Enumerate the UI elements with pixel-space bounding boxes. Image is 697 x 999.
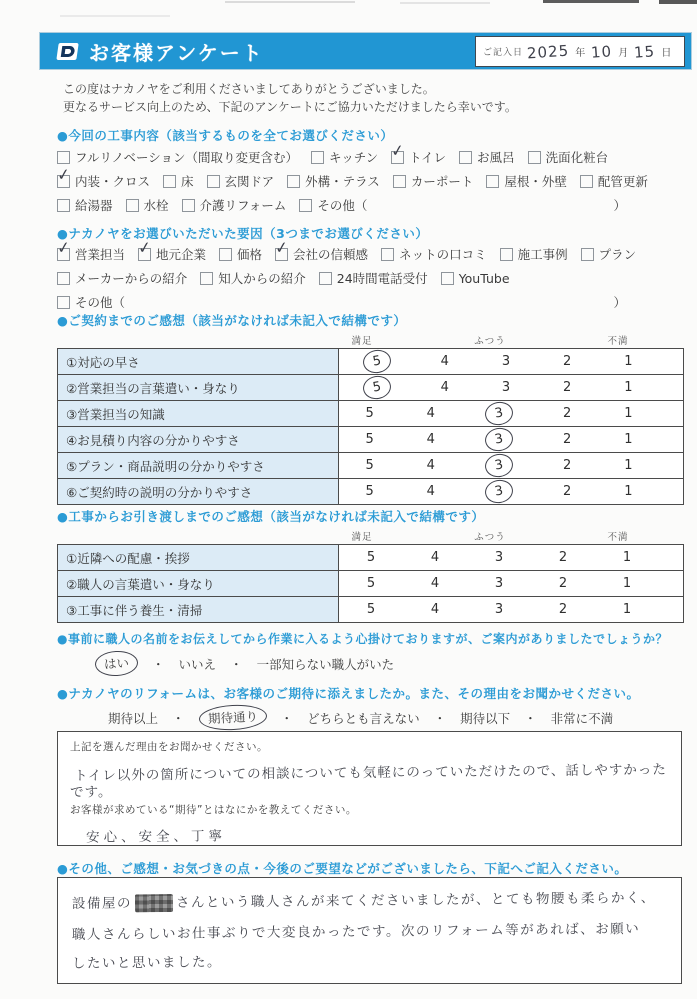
checkbox-row <box>57 266 684 290</box>
rating-number: 1 <box>624 406 633 421</box>
option-separator: ・ <box>172 710 185 726</box>
scan-artifact <box>543 0 639 3</box>
rating-number: 2 <box>558 550 568 565</box>
month-unit: 月 <box>618 48 629 59</box>
comment-text: 職人さんらしいお仕事ぶりで大変良かったです。次のリフォーム等があれば、お願い <box>71 921 641 943</box>
option-label: 期待以下 <box>460 710 511 726</box>
row-scale <box>339 401 683 426</box>
option-separator: ・ <box>230 656 243 672</box>
section-title-other-comments: ●その他、ご感想・お気づきの点・今後のご要望などがございましたら、下記へご記入ください。 <box>57 861 628 876</box>
checkbox-item <box>57 148 298 166</box>
table-row <box>58 349 683 374</box>
rating-table-title: ●工事からお引き渡しまでのご感想（該当がなければ未記入で結構です） <box>57 509 485 524</box>
expectation-options <box>108 705 613 730</box>
checkbox-icon <box>136 236 153 261</box>
rating-column-header: 満足 <box>351 336 373 347</box>
checkbox-label: ネットの口コミ <box>399 247 487 262</box>
fill-date-box <box>475 36 685 67</box>
rating-column-headers <box>57 529 684 544</box>
checkbox-item <box>486 172 567 190</box>
checkbox-label: キッチン <box>329 150 379 165</box>
handwritten-circled-option: はい <box>94 650 138 677</box>
checkbox-item <box>55 163 151 190</box>
checkbox-icon <box>389 139 406 164</box>
scan-artifact <box>60 15 170 17</box>
checkbox-icon <box>311 151 324 164</box>
rating-number: 1 <box>624 380 633 395</box>
checkbox-icon <box>273 236 290 261</box>
checkbox-item <box>55 236 126 263</box>
scale-numbers <box>339 550 659 565</box>
scale-numbers <box>339 428 659 451</box>
checkbox-label: 24時間電話受付 <box>336 271 428 286</box>
checkbox-label: 会社の信頼感 <box>293 247 369 262</box>
row-scale <box>339 571 683 596</box>
rating-number: 5 <box>366 550 376 565</box>
rating-number: 3 <box>501 354 511 369</box>
checkbox-item <box>580 172 648 190</box>
checkbox-item <box>163 172 194 190</box>
scale-numbers <box>339 402 659 425</box>
checkbox-icon <box>441 272 454 285</box>
handwritten-year: 2025 <box>526 41 570 62</box>
handwritten-circled-option: 期待通り <box>198 703 267 732</box>
checkbox-icon <box>57 151 70 164</box>
other-comments-box <box>57 877 682 984</box>
checkbox-label: 玄関ドア <box>224 174 275 189</box>
checkbox-icon <box>57 199 70 212</box>
rating-number: 4 <box>430 550 440 565</box>
handwritten-month: 10 <box>590 41 613 62</box>
rating-number: 1 <box>622 550 632 565</box>
checkbox-label: 配管更新 <box>597 174 648 189</box>
section-title-work-content: ●今回の工事内容（該当するものを全てお選びください） <box>57 128 394 143</box>
row-scale <box>339 427 683 452</box>
row-scale <box>339 453 683 478</box>
scan-artifact <box>400 2 490 4</box>
checkbox-label: 地元企業 <box>156 247 207 262</box>
checkbox-item <box>200 269 306 287</box>
row-scale <box>339 349 683 374</box>
rating-number: 5 <box>365 458 374 473</box>
rating-number: 1 <box>624 484 633 499</box>
checkbox-row <box>55 163 684 193</box>
rating-number: 2 <box>563 484 572 499</box>
row-scale <box>339 479 683 504</box>
checkbox-label: 屋根・外壁 <box>504 174 567 189</box>
checkbox-label: カーポート <box>410 174 474 189</box>
rating-column-header: 不満 <box>607 336 629 347</box>
rating-number: 1 <box>624 432 633 447</box>
checkbox-label: その他（ <box>317 198 368 213</box>
choose-reason-checkboxes <box>55 236 684 314</box>
checkbox-item <box>389 139 447 166</box>
table-row <box>58 400 683 426</box>
section-title-choose-reason: ●ナカノヤをお選びいただいた要因（3つまでお選びください） <box>57 226 429 241</box>
table-row <box>58 570 683 596</box>
handwritten-circle-rating: 3 <box>483 400 515 428</box>
checkbox-label: 営業担当 <box>75 247 126 262</box>
paren-close-label: ） <box>613 198 626 213</box>
checkbox-label: 内装・クロス <box>75 174 151 189</box>
option-label: 非常に不満 <box>550 710 614 726</box>
checkbox-icon <box>319 272 332 285</box>
rating-number: 3 <box>494 576 504 591</box>
rating-number: 2 <box>558 576 568 591</box>
row-scale <box>339 545 683 570</box>
option-label: 期待以上 <box>108 710 159 726</box>
checkbox-label: 知人からの紹介 <box>218 271 306 286</box>
option-separator: ・ <box>433 710 447 726</box>
header-bar <box>40 33 691 69</box>
row-label: ③工事に伴う養生・清掃 <box>58 597 339 622</box>
table-row <box>58 452 683 478</box>
comment-text: さんという職人さんが来てくださいましたが、とても物腰も柔らかく、 <box>175 889 656 911</box>
scale-numbers <box>339 454 659 477</box>
intro-text <box>63 80 517 116</box>
checkbox-row <box>57 139 684 169</box>
rating-number: 5 <box>365 484 374 499</box>
rating-number: 3 <box>494 550 504 565</box>
checkbox-icon <box>55 163 72 188</box>
rating-column-header: ふつう <box>474 532 506 543</box>
checkbox-item <box>57 196 113 214</box>
section-title-expectation: ●ナカノヤのリフォームは、お客様のご期待に添えましたか。また、その理由をお聞かせください。 <box>57 686 640 701</box>
checkbox-item <box>319 269 428 287</box>
comment-text: したいと思いました。 <box>71 954 223 972</box>
redacted-name <box>135 894 173 912</box>
table-row <box>58 426 683 452</box>
handwritten-expectation-answer: 安心、安全、丁寧 <box>85 828 227 846</box>
row-label: ①近隣への配慮・挨拶 <box>58 545 339 570</box>
option-label: どちらとも言えない <box>307 710 420 726</box>
scale-numbers <box>339 480 659 503</box>
checkbox-row <box>57 193 684 217</box>
checkbox-item <box>528 148 609 166</box>
row-label: ⑥ご契約時の説明の分かりやすさ <box>58 479 339 504</box>
checkbox-icon <box>200 272 213 285</box>
checkbox-icon <box>528 151 541 164</box>
rating-column-header: ふつう <box>474 336 506 347</box>
rating-number: 5 <box>366 602 376 617</box>
table-row <box>58 545 683 570</box>
rating-number: 2 <box>563 354 572 369</box>
rating-number: 4 <box>440 380 449 395</box>
rating-number: 4 <box>430 576 440 591</box>
expectation-reason-box <box>57 731 682 846</box>
checkbox-label: 洗面化粧台 <box>545 150 609 165</box>
rating-number: 1 <box>622 602 632 617</box>
checkbox-label: トイレ <box>409 150 447 165</box>
checkbox-label: プラン <box>598 247 637 262</box>
rating-number: 4 <box>426 432 435 447</box>
checkbox-icon <box>581 248 594 261</box>
checkbox-item <box>287 172 380 190</box>
option-separator: ・ <box>524 710 537 726</box>
handwritten-comment-line <box>72 947 222 980</box>
paren-close-label: ） <box>613 295 626 310</box>
checkbox-icon <box>219 248 232 261</box>
intro-line-2: 更なるサービス向上のため、下記のアンケートにご協力いただけましたら幸いです。 <box>63 100 517 114</box>
checkbox-label: 価格 <box>237 247 263 262</box>
rating-column-header: 満足 <box>351 532 373 543</box>
rating-number: 4 <box>440 354 449 369</box>
handwritten-check-mark: ✓ <box>55 236 72 258</box>
handwritten-reason-answer: トイレ以外の箇所についての相談についても気軽にのっていただけたので、話しやすかった <box>73 761 667 785</box>
rating-column-header: 不満 <box>607 532 629 543</box>
rating-number: 2 <box>563 406 572 421</box>
row-scale <box>339 597 683 622</box>
checkbox-item <box>459 148 515 166</box>
option-label: いいえ <box>178 656 217 672</box>
checkbox-label: YouTube <box>458 270 510 286</box>
checkbox-icon <box>57 296 70 309</box>
checkbox-item <box>581 245 637 263</box>
checkbox-label: 床 <box>181 174 194 189</box>
reason-question-1: 上記を選んだ理由をお聞かせください。 <box>70 741 268 753</box>
rating-number: 1 <box>622 576 632 591</box>
rating-table <box>57 348 684 505</box>
day-unit: 日 <box>661 48 672 59</box>
checkbox-icon <box>182 199 195 212</box>
checkbox-label: 水栓 <box>143 198 169 213</box>
handwritten-check-mark: ✓ <box>273 236 290 258</box>
checkbox-label: 外構・テラス <box>305 174 380 189</box>
nakanoya-logo-icon <box>53 41 80 62</box>
date-label: ご記入日 <box>483 48 524 58</box>
checkbox-item <box>299 196 367 214</box>
checkbox-item <box>311 148 378 166</box>
rating-number: 2 <box>563 458 572 473</box>
rating-number: 5 <box>365 406 374 421</box>
rating-number: 4 <box>426 484 435 499</box>
rating-table <box>57 544 684 623</box>
rating-table-contract <box>57 311 684 505</box>
checkbox-item <box>393 172 474 190</box>
rating-table-construction <box>57 507 684 623</box>
rating-number: 2 <box>563 432 572 447</box>
scale-numbers <box>339 376 659 399</box>
rating-table-title: ●ご契約までのご感想（該当がなければ未記入で結構です） <box>57 313 407 328</box>
row-label: ⑤プラン・商品説明の分かりやすさ <box>58 453 339 478</box>
work-content-checkboxes <box>55 139 684 217</box>
checkbox-item <box>207 172 275 190</box>
scale-numbers <box>339 350 659 373</box>
table-row <box>58 596 683 622</box>
page-title: お客様アンケート <box>89 40 264 65</box>
option-label: 一部知らない職人がいた <box>256 656 395 672</box>
checkbox-icon <box>500 248 513 261</box>
year-unit: 年 <box>575 48 586 59</box>
option-separator: ・ <box>152 656 165 672</box>
row-label: ①対応の早さ <box>58 349 339 374</box>
checkbox-label: フルリノベーション（間取り変更含む） <box>75 150 299 165</box>
checkbox-icon <box>381 248 394 261</box>
checkbox-label: 施工事例 <box>517 247 568 262</box>
checkbox-label: その他（ <box>75 295 126 310</box>
handwritten-circle-rating: 3 <box>483 478 515 506</box>
rating-number: 3 <box>494 602 504 617</box>
row-label: ②営業担当の言葉遣い・身なり <box>58 375 339 400</box>
checkbox-label: 介護リフォーム <box>199 198 287 213</box>
table-row <box>58 478 683 504</box>
checkbox-icon <box>55 236 72 261</box>
checkbox-row <box>55 236 684 266</box>
checkbox-icon <box>299 199 312 212</box>
rating-number: 3 <box>501 380 511 395</box>
handwritten-check-mark: ✓ <box>389 139 406 161</box>
handwritten-circle-rating: 5 <box>361 348 393 376</box>
checkbox-label: 給湯器 <box>75 198 113 213</box>
checkbox-icon <box>580 175 593 188</box>
rating-number: 5 <box>365 432 374 447</box>
checkbox-item <box>441 271 510 286</box>
handwritten-circle-rating: 3 <box>483 426 515 454</box>
rating-number: 2 <box>558 602 568 617</box>
handwritten-check-mark: ✓ <box>55 163 72 185</box>
handwritten-comment-line <box>72 914 641 951</box>
handwritten-circle-rating: 5 <box>361 374 393 402</box>
table-row <box>58 374 683 400</box>
checkbox-item <box>381 245 487 263</box>
checkbox-item <box>182 196 287 214</box>
checkbox-item <box>500 245 568 263</box>
rating-number: 2 <box>563 380 572 395</box>
scan-artifact <box>225 1 355 3</box>
comment-text: 設備屋の <box>71 895 133 913</box>
handwritten-reason-answer-cont: です。 <box>69 784 113 801</box>
checkbox-icon <box>393 175 406 188</box>
scan-artifact <box>659 0 697 4</box>
checkbox-icon <box>57 272 70 285</box>
reason-question-2: お客様が求めている“期待”とはなにかを教えてください。 <box>70 804 357 816</box>
checkbox-icon <box>126 199 139 212</box>
rating-number: 4 <box>430 602 440 617</box>
rating-number: 4 <box>426 406 435 421</box>
row-scale <box>339 375 683 400</box>
rating-number: 5 <box>366 576 376 591</box>
checkbox-label: メーカーからの紹介 <box>75 271 188 286</box>
checkbox-item <box>136 236 207 263</box>
row-label: ②職人の言葉遣い・身なり <box>58 571 339 596</box>
checkbox-item <box>219 245 262 263</box>
handwritten-day: 15 <box>633 41 656 62</box>
checkbox-icon <box>207 175 220 188</box>
checkbox-label: お風呂 <box>477 150 515 165</box>
rating-number: 1 <box>624 354 633 369</box>
checkbox-item <box>126 196 169 214</box>
rating-number: 1 <box>624 458 633 473</box>
checkbox-item <box>273 236 369 263</box>
rating-column-headers <box>57 333 684 348</box>
option-separator: ・ <box>280 710 294 726</box>
checkbox-icon <box>163 175 176 188</box>
handwritten-check-mark: ✓ <box>136 236 153 258</box>
intro-line-1: この度はナカノヤをご利用くださいましてありがとうございました。 <box>63 82 435 96</box>
row-label: ③営業担当の知識 <box>58 401 339 426</box>
name-notice-options <box>95 651 394 676</box>
handwritten-circle-rating: 3 <box>483 452 515 480</box>
rating-number: 4 <box>426 458 435 473</box>
checkbox-icon <box>459 151 472 164</box>
checkbox-icon <box>486 175 499 188</box>
checkbox-icon <box>287 175 300 188</box>
section-title-name-notice: ●事前に職人の名前をお伝えしてから作業に入るよう心掛けておりますが、ご案内がありましたでしょうか？ <box>57 632 668 646</box>
checkbox-item <box>57 293 125 311</box>
scale-numbers <box>339 602 659 617</box>
scale-numbers <box>339 576 659 591</box>
row-label: ④お見積り内容の分かりやすさ <box>58 427 339 452</box>
checkbox-item <box>57 269 187 287</box>
